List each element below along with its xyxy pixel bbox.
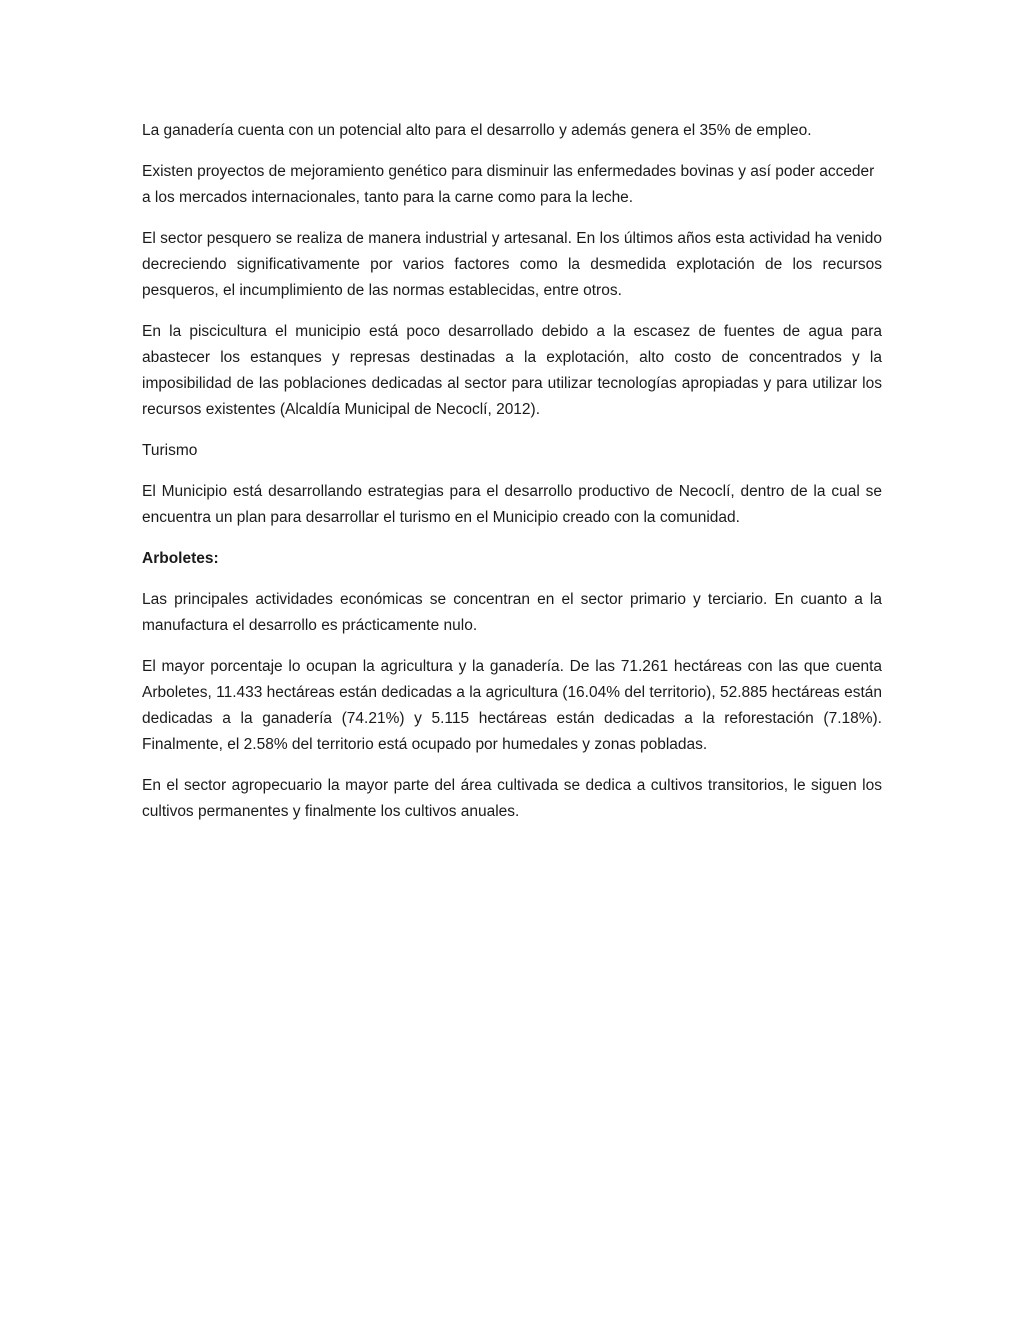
paragraph-piscicultura: En la piscicultura el municipio está poco desarrollado debido a la escasez de fuentes de agua para abastecer los estanques y represas destinadas a la explotación, alto costo de concentrados y la imposibilidad de las poblaciones dedicadas al sector para utilizar tecnologías apropiadas y para utilizar los recursos existentes (Alcaldía Municipal de Necoclí, 2012). <box>142 323 882 418</box>
section-heading-arboletes: Arboletes: <box>142 550 219 567</box>
paragraph-mejoramiento-genetico: Existen proyectos de mejoramiento genético para disminuir las enfermedades bovinas y así poder acceder a los mercados internacionales, tanto para la carne como para la leche. <box>142 163 875 206</box>
paragraph-ganaderia: La ganadería cuenta con un potencial alto para el desarrollo y además genera el 35% de empleo. <box>142 122 812 139</box>
subheading-turismo: Turismo <box>142 442 198 459</box>
paragraph-sector-agropecuario: En el sector agropecuario la mayor parte del área cultivada se dedica a cultivos transitorios, le siguen los cultivos permanentes y finalmente los cultivos anuales. <box>142 777 882 820</box>
paragraph-uso-territorio: El mayor porcentaje lo ocupan la agricultura y la ganadería. De las 71.261 hectáreas con las que cuenta Arboletes, 11.433 hectáreas están dedicadas a la agricultura (16.04% del territorio), 52.885 hectáreas están dedicadas a la ganadería (74.21%) y 5.115 hectáreas están dedicadas a la reforestación (7.18%). Finalmente, el 2.58% del territorio está ocupado por humedales y zonas pobladas. <box>142 658 882 753</box>
paragraph-sector-pesquero: El sector pesquero se realiza de manera industrial y artesanal. En los últimos años esta actividad ha venido decreciendo significativamente por varios factores como la desmedida explotación de los recursos pesqueros, el incumplimiento de las normas establecidas, entre otros. <box>142 230 882 299</box>
paragraph-actividades-economicas: Las principales actividades económicas se concentran en el sector primario y terciario. En cuanto a la manufactura el desarrollo es prácticamente nulo. <box>142 591 882 634</box>
paragraph-turismo: El Municipio está desarrollando estrategias para el desarrollo productivo de Necoclí, dentro de la cual se encuentra un plan para desarrollar el turismo en el Municipio creado con la comunidad. <box>142 483 882 526</box>
document-page <box>142 118 882 840</box>
